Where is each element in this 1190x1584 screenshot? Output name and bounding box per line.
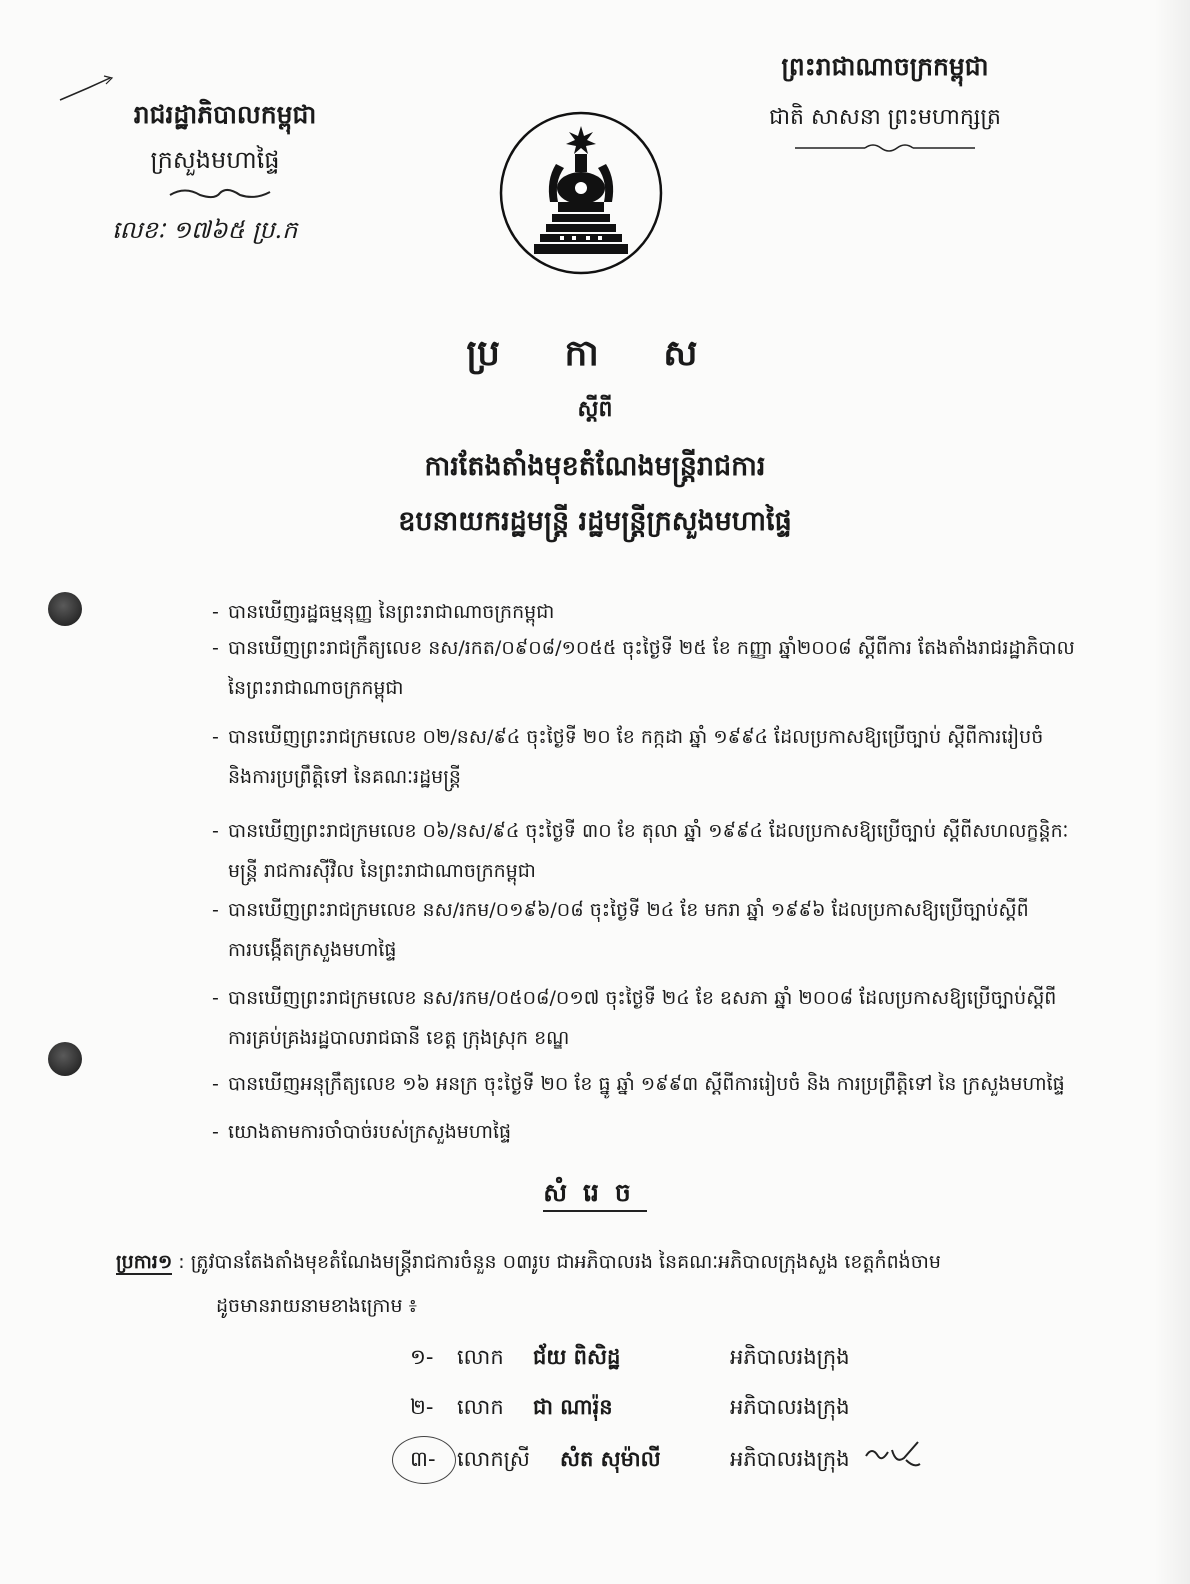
number-label: លេខៈ [112, 216, 166, 244]
scan-edge-shadow [1154, 0, 1190, 1584]
punch-hole [48, 592, 82, 626]
appointee-title: លោក [457, 1395, 504, 1419]
appointee-role: អភិបាលរងក្រុង [730, 1447, 850, 1471]
reference-text-cont: និងការប្រព្រឹត្តិទៅ នៃគណៈរដ្ឋមន្ត្រី [228, 766, 461, 788]
national-motto: ជាតិ សាសនា ព្រះមហាក្សត្រ [769, 105, 1001, 130]
reference-text: បានឃើញរដ្ឋធម្មនុញ្ញ នៃព្រះរាជាណាចក្រកម្ពុជា [228, 601, 555, 623]
reference-text: បានឃើញព្រះរាជក្រមលេខ នស/រកម/០១៩៦/០៨ ចុះថ្ងៃទី ២៤ ខែ មករា ឆ្នាំ ១៩៩៦ ដែលប្រកាសឱ្យប្រើច្បាប់ស្តីពី [228, 899, 1029, 921]
reference-text-cont: ការគ្រប់គ្រងរដ្ឋបាលរាជធានី ខេត្ត ក្រុងស្រុក ខណ្ឌ [228, 1027, 570, 1049]
kingdom-name: ព្រះរាជាណាចក្រកម្ពុជា [781, 52, 989, 81]
document-type-title: ប្រ កា ស [466, 333, 724, 374]
reference-item: - បានឃើញព្រះរាជក្រឹត្យលេខ នស/រកត/០៩០៨/១០៥៥ ចុះថ្ងៃទី ២៥ ខែ កញ្ញា ឆ្នាំ២០០៨ ស្តីពីការ តែងតាំងរាជរដ្ឋាភិបាល នៃព្រះរាជាណាចក្រកម្ពុជា [212, 628, 1117, 708]
reference-text-cont: មន្ត្រី រាជការស៊ីវិល នៃព្រះរាជាណាចក្រកម្ពុជា [228, 860, 536, 882]
ministry-name: រាជរដ្ឋាភិបាលកម្ពុជា [133, 100, 317, 129]
number-value: ១៧៦៥ ប្រ.ក [172, 216, 298, 244]
appointee-name: ជា ណារ៉ុន [533, 1395, 613, 1419]
decision-heading-text: សំរេច [543, 1178, 647, 1212]
reference-text: បានឃើញព្រះរាជក្រមលេខ ០៦/នស/៩៤ ចុះថ្ងៃទី ៣០ ខែ តុលា ឆ្នាំ ១៩៩៤ ដែលប្រកាសឱ្យប្រើច្បាប់ ស្តីពីសហលក្ខន្តិកៈ [228, 820, 1069, 842]
reference-item: - បានឃើញរដ្ឋធម្មនុញ្ញ នៃព្រះរាជាណាចក្រកម្ពុជា [212, 601, 555, 623]
appointee-title: លោក [457, 1345, 504, 1369]
appointee-number: ៣- [410, 1447, 436, 1471]
reference-text: បានឃើញអនុក្រឹត្យលេខ ១៦ អនក្រ ចុះថ្ងៃទី ២០ ខែ ធ្នូ ឆ្នាំ ១៩៩៣ ស្តីពីការរៀបចំ និង ការប្រព្រឹត្តិទៅ នៃ ក្រសួងមហាផ្ទៃ [228, 1073, 1065, 1095]
appointee-role: អភិបាលរងក្រុង [730, 1345, 850, 1369]
reference-item: - យោងតាមការចាំបាច់របស់ក្រសួងមហាផ្ទៃ [212, 1121, 512, 1143]
handwritten-initial-mark [862, 1436, 942, 1476]
article-text: ត្រូវបានតែងតាំងមុខតំណែងមន្ត្រីរាជការចំនួន ០៣រូប ជាអភិបាលរង នៃគណៈអភិបាលក្រុងសួង ខេត្តកំពង់ចាម [190, 1251, 941, 1273]
subject-line-1: ការតែងតាំងមុខតំណែងមន្ត្រីរាជការ [424, 451, 766, 482]
appointee-title: លោកស្រី [457, 1447, 530, 1471]
reference-text-cont: ការបង្កើតក្រសួងមហាផ្ទៃ [228, 939, 397, 961]
reference-item: - បានឃើញព្រះរាជក្រមលេខ នស/រកម/០៥០៨/០១៧ ចុះថ្ងៃទី ២៤ ខែ ឧសភា ឆ្នាំ ២០០៨ ដែលប្រកាសឱ្យប្រើច្បាប់ស្តីពី ការគ្រប់គ្រងរដ្ឋបាលរាជធានី ខេត្ត ក្រុងស្រុក ខណ្ឌ [212, 978, 1117, 1058]
article-label: ប្រការ១ [116, 1251, 173, 1273]
appointee-role: អភិបាលរងក្រុង [730, 1395, 850, 1419]
reference-item: - បានឃើញព្រះរាជក្រមលេខ នស/រកម/០១៩៦/០៨ ចុះថ្ងៃទី ២៤ ខែ មករា ឆ្នាំ ១៩៩៦ ដែលប្រកាសឱ្យប្រើច្បាប់ស្តីពី ការបង្កើតក្រសួងមហាផ្ទៃ [212, 890, 1117, 970]
ornament-divider [795, 142, 975, 154]
appointee-name: សំត សុម៉ាលី [560, 1447, 661, 1471]
reference-item: - បានឃើញព្រះរាជក្រមលេខ ០២/នស/៩៤ ចុះថ្ងៃទី ២០ ខែ កក្កដា ឆ្នាំ ១៩៩៤ ដែលប្រកាសឱ្យប្រើច្បាប់ ស្តីពីការរៀបចំ និងការប្រព្រឹត្តិទៅ នៃគណៈរដ្ឋមន្ត្រី [212, 717, 1117, 797]
reference-text: បានឃើញព្រះរាជក្រមលេខ នស/រកម/០៥០៨/០១៧ ចុះថ្ងៃទី ២៤ ខែ ឧសភា ឆ្នាំ ២០០៨ ដែលប្រកាសឱ្យប្រើច្បាប់ស្តីពី [228, 987, 1057, 1009]
reference-item: - បានឃើញអនុក្រឹត្យលេខ ១៦ អនក្រ ចុះថ្ងៃទី ២០ ខែ ធ្នូ ឆ្នាំ ១៩៩៣ ស្តីពីការរៀបចំ និង ការប្រព្រឹត្តិទៅ នៃ ក្រសួងមហាផ្ទៃ [212, 1073, 1065, 1095]
article-1 [116, 1240, 1136, 1328]
punch-hole [48, 1042, 82, 1076]
royal-emblem-icon [498, 110, 664, 276]
ornament-divider [165, 186, 275, 200]
article-text-cont: ដូចមានរាយនាមខាងក្រោម ៖ [216, 1295, 417, 1317]
reference-text: បានឃើញព្រះរាជក្រមលេខ ០២/នស/៩៤ ចុះថ្ងៃទី ២០ ខែ កក្កដា ឆ្នាំ ១៩៩៤ ដែលប្រកាសឱ្យប្រើច្បាប់ ស្តីពីការរៀបចំ [228, 726, 1044, 748]
document-number [112, 215, 297, 250]
appointee-name: ជ័យ ពិសិដ្ឋ [533, 1345, 621, 1369]
reference-text-cont: នៃព្រះរាជាណាចក្រកម្ពុជា [228, 677, 404, 699]
reference-item: - បានឃើញព្រះរាជក្រមលេខ ០៦/នស/៩៤ ចុះថ្ងៃទី ៣០ ខែ តុលា ឆ្នាំ ១៩៩៤ ដែលប្រកាសឱ្យប្រើច្បាប់ ស្តីពីសហលក្ខន្តិកៈ មន្ត្រី រាជការស៊ីវិល នៃព្រះរាជាណាចក្រកម្ពុជា [212, 811, 1117, 891]
reference-text: បានឃើញព្រះរាជក្រឹត្យលេខ នស/រកត/០៩០៨/១០៥៥ ចុះថ្ងៃទី ២៥ ខែ កញ្ញា ឆ្នាំ២០០៨ ស្តីពីការ តែងតាំងរាជរដ្ឋាភិបាល [228, 637, 1075, 659]
article-colon: : [178, 1251, 185, 1273]
appointee-number: ១- [410, 1345, 434, 1369]
decision-heading [0, 1178, 1190, 1214]
appointee-number: ២- [410, 1395, 434, 1419]
subject-word: ស្តីពី [577, 397, 613, 422]
department-name: ក្រសួងមហាផ្ទៃ [150, 146, 280, 174]
reference-text: យោងតាមការចាំបាច់របស់ក្រសួងមហាផ្ទៃ [228, 1121, 512, 1143]
subject-line-2: ឧបនាយករដ្ឋមន្ត្រី រដ្ឋមន្ត្រីក្រសួងមហាផ្ទៃ [398, 506, 792, 537]
